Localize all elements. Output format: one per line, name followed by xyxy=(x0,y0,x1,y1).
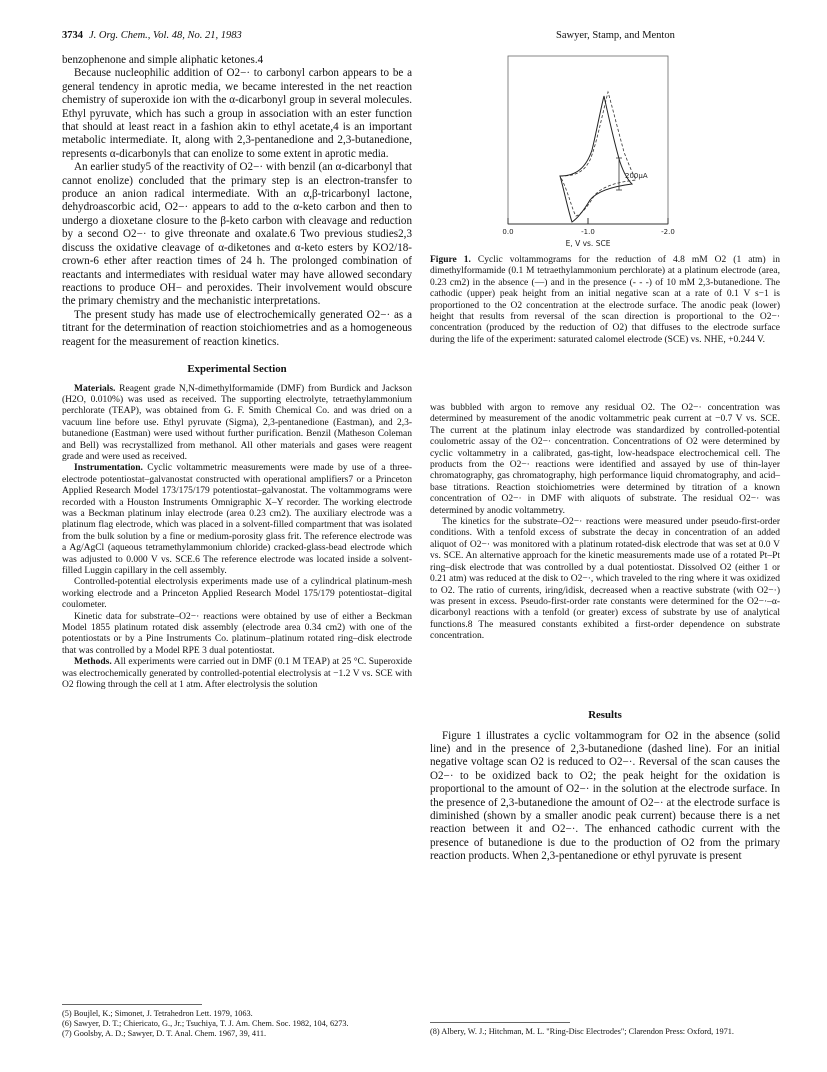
tick-label: -2.0 xyxy=(661,228,675,236)
figure-1-caption xyxy=(430,255,780,346)
methods-runin-head: Methods. xyxy=(74,657,112,668)
plot-frame xyxy=(508,56,668,224)
instrumentation-text: Cyclic voltammetric measurements were made by use of a three-electrode potentiostat–galvanostat constructed with operational amplifiers7 or a Princeton Applied Research Model 173/175/179 potentiostat–galvanostat. The voltammograms were recorded with a Houston Instruments Omnigraphic X–Y recorder. The working electrode was a Beckman platinum inlay electrode (area 0.23 cm2). The auxiliary electrode was a platinum flag electrode, which was placed in a solvent-filled compartment that was isolated from the bulk solution by a fine or medium-porosity glass frit. The reference electrode was a Ag/AgCl (aqueous tetramethylammonium chloride) cracked-glass-bead electrode which was adjusted to 0.000 V vs. SCE.6 The reference electrode was located inside a solvent-filled Luggin capillary in the cell assembly. xyxy=(62,463,413,577)
footnote: (7) Goolsby, A. D.; Sawyer, D. T. Anal. Chem. 1967, 39, 411. xyxy=(62,1029,267,1038)
caption-text: Cyclic voltammograms for the reduction of 4.8 mM O2 (1 atm) in dimethylformamide (0.1 M tetraethylammonium perchlorate) at a platinum electrode (area, 0.23 cm2) in the absence (—) and in the presence (- - -) of 10 mM 2,3-butanedione. The cathodic (upper) peak height from an initial negative scan at a rate of 0.1 V s−1 is proportioned to the O2 concentration at the electrode surface. The anodic peak (lower) height that results from reversal of the scan direction is proportional to the O2−· concentration (produced by the reduction of O2) that diffuses to the electrode surface during the life of the experiment: saturated calomel electrode (SCE) vs. NHE, +0.244 V. xyxy=(430,255,781,345)
voltammogram-plot xyxy=(498,50,698,250)
figure-1-voltammogram xyxy=(498,50,698,250)
intro-paragraph: An earlier study5 of the reactivity of O2−· with benzil (an α-dicarbonyl that cannot enolize) concluded that the primary step is an electron-transfer to produce an anion radical intermediate. With an α,β-tricarbonyl lactone, dehydroascorbic acid, O2−· appears to add to the α-keto carbon and then to undergo a dioxetane closure to the β-keto carbon with cleavage and reduction by a second O2−· to give threonate and oxalate.6 Two previous studies2,3 discuss the oxidative cleavage of α-diketones and α-keto esters by KO2/18-crown-6 ether after reaction times of 24 h. The prolonged combination of reactants and intermediates with residual water may have allowed secondary reactions to produce OH− and peroxides. Their involvement would obscure the primary chemistry and the mechanistic interpretations. xyxy=(62,161,412,308)
footnote: (5) Boujlel, K.; Simonet, J. Tetrahedron Lett. 1979, 1063. xyxy=(62,1009,253,1018)
cpe-paragraph: Controlled-potential electrolysis experiments made use of a cylindrical platinum-mesh working electrode and a Princeton Applied Research Model 175/179 potentiostat–digital coulometer. xyxy=(62,577,412,611)
current-scale-label: 200μA xyxy=(625,172,648,180)
intro-paragraph: The present study has made use of electrochemically generated O2−· as a titrant for the determination of reaction stoichiometries and as a homogeneous reagent for the measurement of reaction kinetics. xyxy=(62,308,412,348)
curve-with-butanedione xyxy=(560,92,636,216)
running-header-left xyxy=(62,30,242,41)
results-heading: Results xyxy=(588,709,622,721)
methods-text: All experiments were carried out in DMF (0.1 M TEAP) at 25 °C. Superoxide was electrochemically generated by controlled-potential electrolysis at −1.2 V vs. SCE with O2 flowing through the cell at 1 atm. After electrolysis the solution xyxy=(62,657,412,691)
footnote-rule xyxy=(62,1004,202,1005)
journal-citation: J. Org. Chem., Vol. 48, No. 21, 1983 xyxy=(89,30,242,41)
running-header-authors: Sawyer, Stamp, and Menton xyxy=(556,30,675,41)
kinetics-paragraph: The kinetics for the substrate–O2−· reactions were measured under pseudo-first-order conditions. With a tenfold excess of substrate the decay in concentration of an added aliquot of O2−· was monitored with a platinum rotated-disk electrode that was set at 0.0 V vs. SCE. An alternative approach for the kinetic measurements made use of a rotated Pt–Pt ring–disk electrode that was controlled by a dual potentiostat. Dissolved O2 (either 1 or 0.21 atm) was reduced at the disk to O2−·, which traveled to the ring where it was oxidized to O2. The ratio of currents, iring/idisk, decreased when a reactive substrate (with O2−·) was present in excess. Pseudo-first-order rate constants were determined for the O2−·–α-dicarbonyl reactions with a tenfold (or greater) excess of substrate by use of analytical functions.8 The measured constants exhibited a first-order dependence on substrate concentration. xyxy=(430,517,780,642)
materials-runin-head: Materials. xyxy=(74,383,116,394)
left-column xyxy=(62,54,412,692)
footnotes-left xyxy=(62,1009,412,1039)
intro-continuation: benzophenone and simple aliphatic ketones.4 xyxy=(62,54,264,66)
tick-label: 0.0 xyxy=(502,228,514,236)
materials-paragraph xyxy=(62,384,412,464)
intro-paragraph: Because nucleophilic addition of O2−· to carbonyl carbon appears to be a general tendency in aprotic media, we became interested in the net reaction chemistry of superoxide ion with the α-dicarbonyl group in several molecules. Ethyl pyruvate, which has such a group in association with an ester function that should at least react in a fashion akin to ethyl acetate,4 is an important metabolic intermediate. It, along with 2,3-pentanedione and 2,3-butanedione, represents α-dicarbonyls that can enolize to some extent in aprotic media. xyxy=(62,67,412,160)
footnote: (8) Albery, W. J.; Hitchman, M. L. "Ring-Disc Electrodes"; Clarendon Press: Oxford, 1971. xyxy=(430,1027,734,1036)
methods-paragraph xyxy=(62,657,412,691)
tick-label: -1.0 xyxy=(581,228,595,236)
footnote: (6) Sawyer, D. T.; Chiericato, G., Jr.; Tsuchiya, T. J. Am. Chem. Soc. 1982, 104, 6273. xyxy=(62,1019,349,1028)
right-column xyxy=(430,403,780,643)
kinetic-paragraph: Kinetic data for substrate–O2−· reactions were obtained by use of either a Beckman Model 1855 platinum rotated disk assembly (electrode area 0.34 cm2) with one of the potentiostats or by a Pine Instruments Co. platinum–platinum rotated ring–disk electrode that was controlled by a Model RPE 3 dual potentiostat. xyxy=(62,611,412,656)
methods-continuation: was bubbled with argon to remove any residual O2. The O2−· concentration was determined by measurement of the anodic voltammetric peak current at −0.7 V vs. SCE. The current at the platinum inlay electrode was standardized by controlled-potential coulometric assay of the O2−· concentration. Concentrations of O2 were determined by cyclic voltammetry in a calibrated, gas-tight, low-headspace electrochemical cell. The products from the O2−· reactions were identified and assayed by use of thin-layer chromatography, gas chromatography, high performance liquid chromatography, and acid–base titrations. Reaction stoichiometries were determined by titration of a known concentration of O2−· in DMF with aliquots of substrate. The residual O2−· was determined by anodic voltammetry. xyxy=(430,403,780,516)
page-number: 3734 xyxy=(62,30,83,41)
instrumentation-runin-head: Instrumentation. xyxy=(74,463,143,474)
instrumentation-paragraph xyxy=(62,463,412,577)
experimental-heading: Experimental Section xyxy=(187,362,287,375)
footnotes-right xyxy=(430,1027,780,1037)
materials-text: Reagent grade N,N-dimethylformamide (DMF) from Burdick and Jackson (H2O, 0.010%) was used as received. The supporting electrolyte, tetraethylammonium perchlorate (TEAP), was obtained from G. F. Smith Chemical Co. and was dried on a vacuum line before use. Ethyl pyruvate (Sigma), 2,3-pentanedione (Eastman), and 2,3-butanedione (Eastman) were used without further purification. Benzil (Matheson Coleman and Bell) was recrystallized from methanol. All other materials and gases were reagent grade and were used as received. xyxy=(62,383,412,462)
footnote-rule xyxy=(430,1022,570,1023)
results-paragraph: Figure 1 illustrates a cyclic voltammogram for O2 in the absence (solid line) and in the presence of 2,3-butanedione (dashed line). For an initial negative voltage scan O2 is reduced to O2−·. Reversal of the scan causes the O2−· to be oxidized back to O2; the peak height for the oxidation is proportional to the amount of O2−· in the solution at the electrode surface. In the presence of 2,3-butanedione the amount of O2−· at the electrode surface is diminished (shown by a smaller anodic peak current) because there is a net reaction between it and O2−·. The enhanced cathodic current with the presence of butanedione is due to the production of O2 from the primary reaction products. When 2,3-pentanedione or ethyl pyruvate is present xyxy=(430,729,780,863)
axis-label: E, V vs. SCE xyxy=(565,239,611,248)
results-section xyxy=(430,709,780,864)
caption-label: Figure 1. xyxy=(430,255,471,265)
